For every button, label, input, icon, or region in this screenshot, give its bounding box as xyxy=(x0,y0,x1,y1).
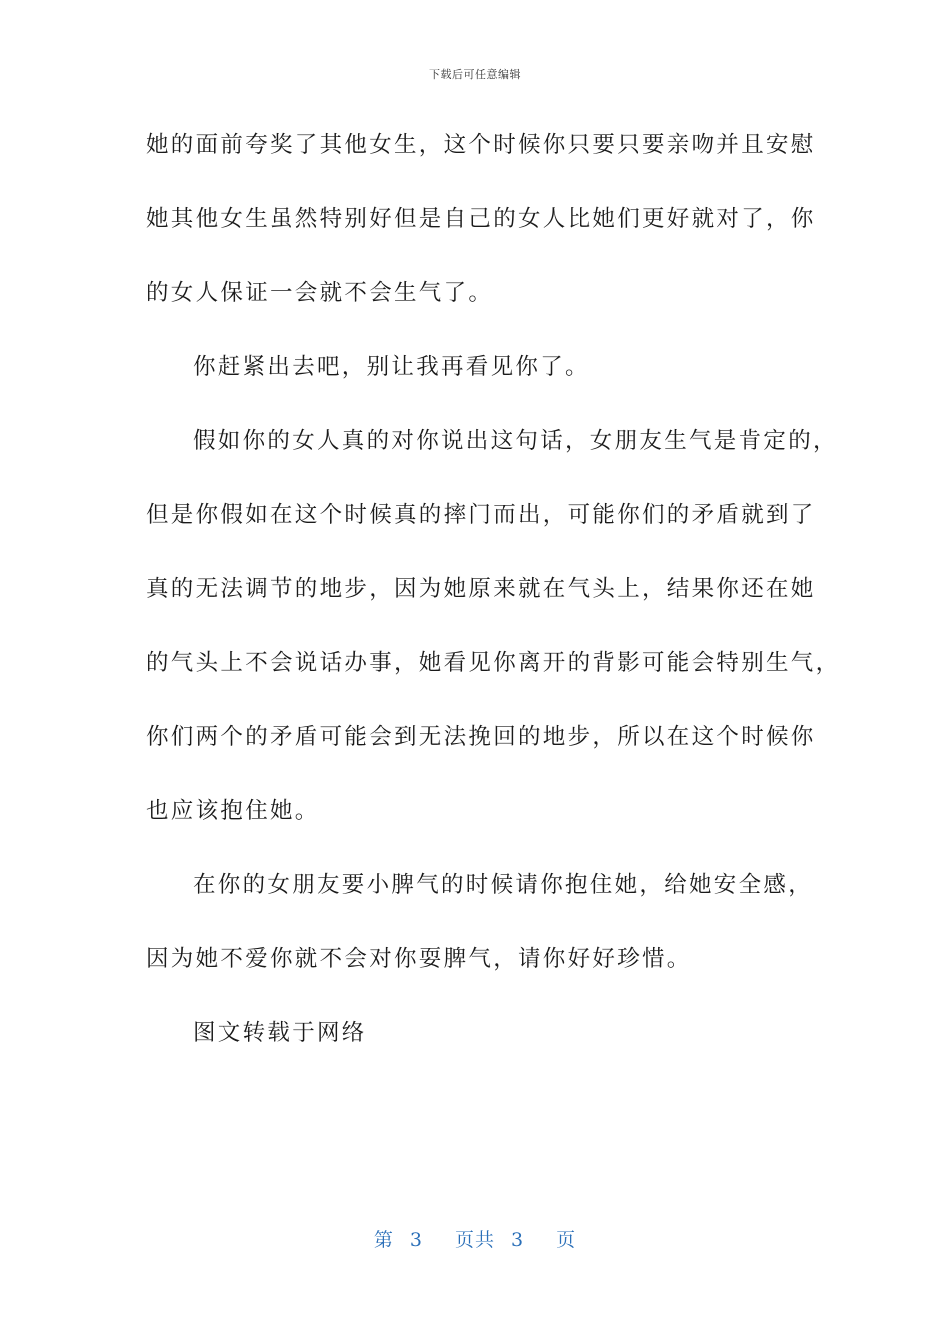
text-line-7: 真的无法调节的地步，因为她原来就在气头上，结果你还在她 xyxy=(146,576,816,602)
document-body xyxy=(146,118,841,1080)
footer-current-page: 3 xyxy=(409,1229,423,1251)
footer-middle: 页共 xyxy=(454,1229,495,1251)
text-line-3: 的女人保证一会就不会生气了。 xyxy=(146,280,494,306)
page-header: 下载后可任意编辑 xyxy=(429,68,521,81)
footer-total-pages: 3 xyxy=(511,1229,525,1251)
text-line-11: 在你的女朋友要小脾气的时候请你抱住她，给她安全感， xyxy=(193,872,814,898)
footer-suffix: 页 xyxy=(556,1229,577,1251)
page-footer xyxy=(0,1225,950,1252)
text-line-13: 图文转载于网络 xyxy=(193,1020,367,1046)
text-line-8: 的气头上不会说话办事，她看见你离开的背影可能会特别生气， xyxy=(146,650,841,676)
text-line-1: 她的面前夸奖了其他女生，这个时候你只要只要亲吻并且安慰 xyxy=(146,132,816,158)
footer-prefix: 第 xyxy=(373,1229,394,1251)
text-line-12: 因为她不爱你就不会对你耍脾气，请你好好珍惜。 xyxy=(146,946,692,972)
text-line-4: 你赶紧出去吧，别让我再看见你了。 xyxy=(193,354,590,380)
text-line-5: 假如你的女人真的对你说出这句话，女朋友生气是肯定的， xyxy=(193,428,838,454)
text-line-10: 也应该抱住她。 xyxy=(146,798,320,824)
text-line-6: 但是你假如在这个时候真的摔门而出，可能你们的矛盾就到了 xyxy=(146,502,816,528)
text-line-9: 你们两个的矛盾可能会到无法挽回的地步，所以在这个时候你 xyxy=(146,724,816,750)
text-line-2: 她其他女生虽然特别好但是自己的女人比她们更好就对了，你 xyxy=(146,206,816,232)
